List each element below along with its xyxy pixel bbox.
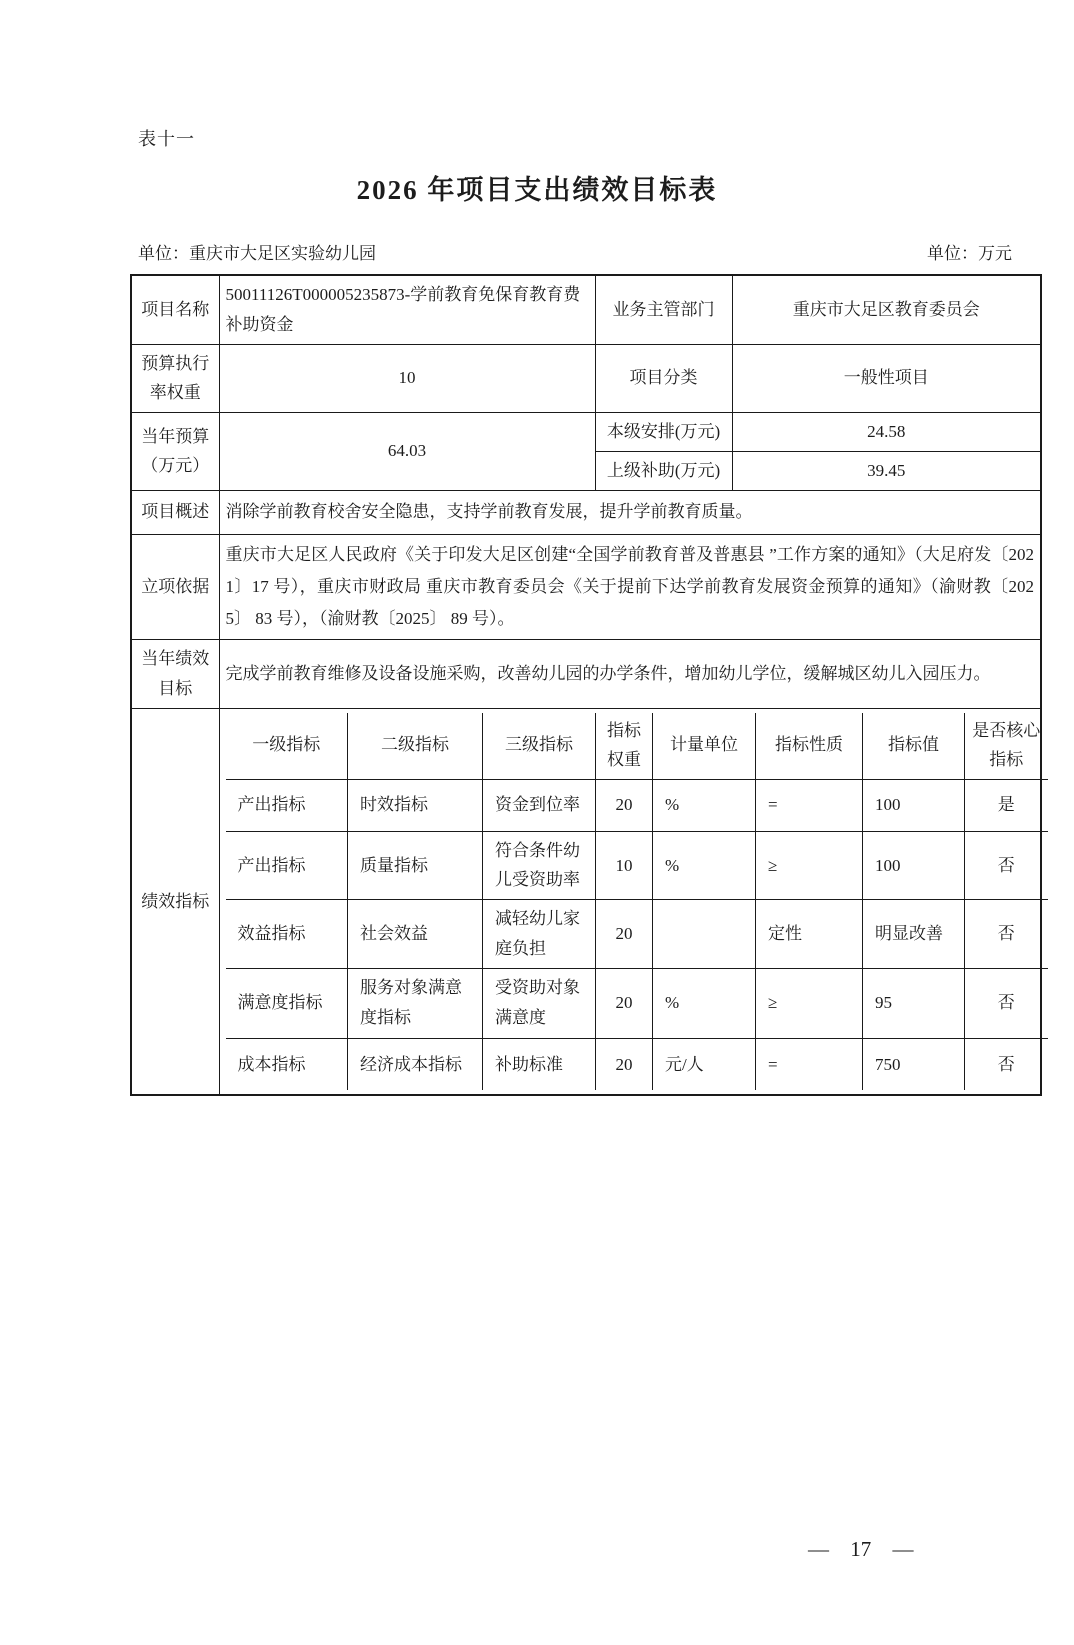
indicator-row: [226, 1038, 1048, 1090]
indicator-level3: 补助标准: [483, 1038, 596, 1090]
annual-goal-label: 当年绩效目标: [131, 640, 219, 709]
indicator-weight: 20: [596, 968, 653, 1038]
table-row: [131, 534, 1041, 640]
indicator-nature: 定性: [756, 900, 863, 969]
indicator-level1: 满意度指标: [226, 968, 348, 1038]
performance-target-table: [130, 274, 1042, 1096]
header-nature: 指标性质: [756, 713, 863, 779]
local-arrangement-label: 本级安排(万元): [595, 413, 732, 452]
dept-value: 重庆市大足区教育委员会: [732, 275, 1041, 344]
indicator-weight: 20: [596, 779, 653, 831]
indicator-level1: 产出指标: [226, 779, 348, 831]
indicator-row: [226, 831, 1048, 900]
indicator-core: 否: [965, 900, 1048, 969]
indicator-level2: 质量指标: [348, 831, 483, 900]
table-row: [131, 640, 1041, 709]
indicator-level3: 符合条件幼儿受资助率: [483, 831, 596, 900]
indicator-level3: 减轻幼儿家庭负担: [483, 900, 596, 969]
indicator-unit: %: [653, 968, 756, 1038]
category-value: 一般性项目: [732, 344, 1041, 413]
header-weight: 指标权重: [596, 713, 653, 779]
indicator-unit: 元/人: [653, 1038, 756, 1090]
indicator-level1: 效益指标: [226, 900, 348, 969]
indicator-core: 否: [965, 968, 1048, 1038]
indicator-row: [226, 968, 1048, 1038]
budget-weight-label: 预算执行率权重: [131, 344, 219, 413]
annual-budget-value: 64.03: [219, 413, 595, 491]
indicator-nature: ≥: [756, 831, 863, 900]
indicator-unit: %: [653, 779, 756, 831]
indicator-level3: 资金到位率: [483, 779, 596, 831]
indicator-level3: 受资助对象满意度: [483, 968, 596, 1038]
indicators-table-cell: [219, 708, 1041, 1095]
basis-value: 重庆市大足区人民政府《关于印发大足区创建“全国学前教育普及普惠县 ”工作方案的通知》（大足府发〔2021〕17 号），重庆市财政局 重庆市教育委员会《关于提前下达学前教育发展资金预算的通知》（渝财教〔2025〕 83 号），（渝财教〔2025〕 89 号）。: [219, 534, 1041, 640]
indicator-level2: 时效指标: [348, 779, 483, 831]
indicators-table: [226, 713, 1048, 1090]
page-title: 2026 年项目支出绩效目标表: [356, 175, 718, 205]
table-row: [131, 490, 1041, 534]
unit-org-label: 单位：重庆市大足区实验幼儿园: [138, 244, 376, 263]
indicator-unit: [653, 900, 756, 969]
unit-currency-label: 单位：万元: [927, 244, 1012, 263]
table-row: [131, 413, 1041, 452]
header-level3: 三级指标: [483, 713, 596, 779]
indicator-value: 750: [863, 1038, 965, 1090]
indicator-weight: 10: [596, 831, 653, 900]
indicator-nature: ≥: [756, 968, 863, 1038]
indicator-nature: =: [756, 779, 863, 831]
project-name-value: 50011126T000005235873-学前教育免保育教育费补助资金: [219, 275, 595, 344]
annual-goal-value: 完成学前教育维修及设备设施采购，改善幼儿园的办学条件，增加幼儿学位，缓解城区幼儿入园压力。: [219, 640, 1041, 709]
indicator-level2: 服务对象满意度指标: [348, 968, 483, 1038]
indicator-core: 否: [997, 1054, 1015, 1074]
indicators-section-label: 绩效指标: [131, 708, 219, 1095]
category-label: 项目分类: [595, 344, 732, 413]
table-row: [131, 275, 1041, 344]
table-row: [131, 344, 1041, 413]
header-level1: 一级指标: [226, 713, 348, 779]
indicator-value: 100: [863, 831, 965, 900]
indicator-core: 否: [965, 831, 1048, 900]
page-number: — 17 —: [808, 1537, 914, 1561]
indicator-level2: 社会效益: [348, 900, 483, 969]
local-arrangement-value: 24.58: [732, 413, 1041, 452]
header-level2: 二级指标: [348, 713, 483, 779]
header-value: 指标值: [863, 713, 965, 779]
upper-subsidy-value: 39.45: [732, 451, 1041, 490]
indicator-row: [226, 779, 1048, 831]
indicator-value: 100: [863, 779, 965, 831]
indicator-weight: 20: [596, 1038, 653, 1090]
indicator-nature: =: [756, 1038, 863, 1090]
indicator-value: 95: [863, 968, 965, 1038]
project-name-label: 项目名称: [131, 275, 219, 344]
dept-label: 业务主管部门: [595, 275, 732, 344]
annual-budget-label: 当年预算（万元）: [131, 413, 219, 491]
header-unit: 计量单位: [653, 713, 756, 779]
overview-value: 消除学前教育校舍安全隐患，支持学前教育发展，提升学前教育质量。: [219, 490, 1041, 534]
indicator-value: 明显改善: [863, 900, 965, 969]
unit-row: [130, 239, 1040, 264]
indicator-weight: 20: [596, 900, 653, 969]
indicator-core: 是: [965, 779, 1048, 831]
basis-label: 立项依据: [131, 534, 219, 640]
upper-subsidy-label: 上级补助(万元): [595, 451, 732, 490]
indicator-row: [226, 900, 1048, 969]
table-row: [131, 708, 1041, 1095]
overview-label: 项目概述: [131, 490, 219, 534]
indicator-level2: 经济成本指标: [348, 1038, 483, 1090]
indicator-level1: 产出指标: [226, 831, 348, 900]
indicators-header-row: [226, 713, 1048, 779]
indicator-level1: 成本指标: [226, 1038, 348, 1090]
header-core: 是否核心指标: [965, 713, 1048, 779]
budget-weight-value: 10: [219, 344, 595, 413]
indicator-unit: %: [653, 831, 756, 900]
table-number-label: 表十一: [138, 129, 195, 149]
